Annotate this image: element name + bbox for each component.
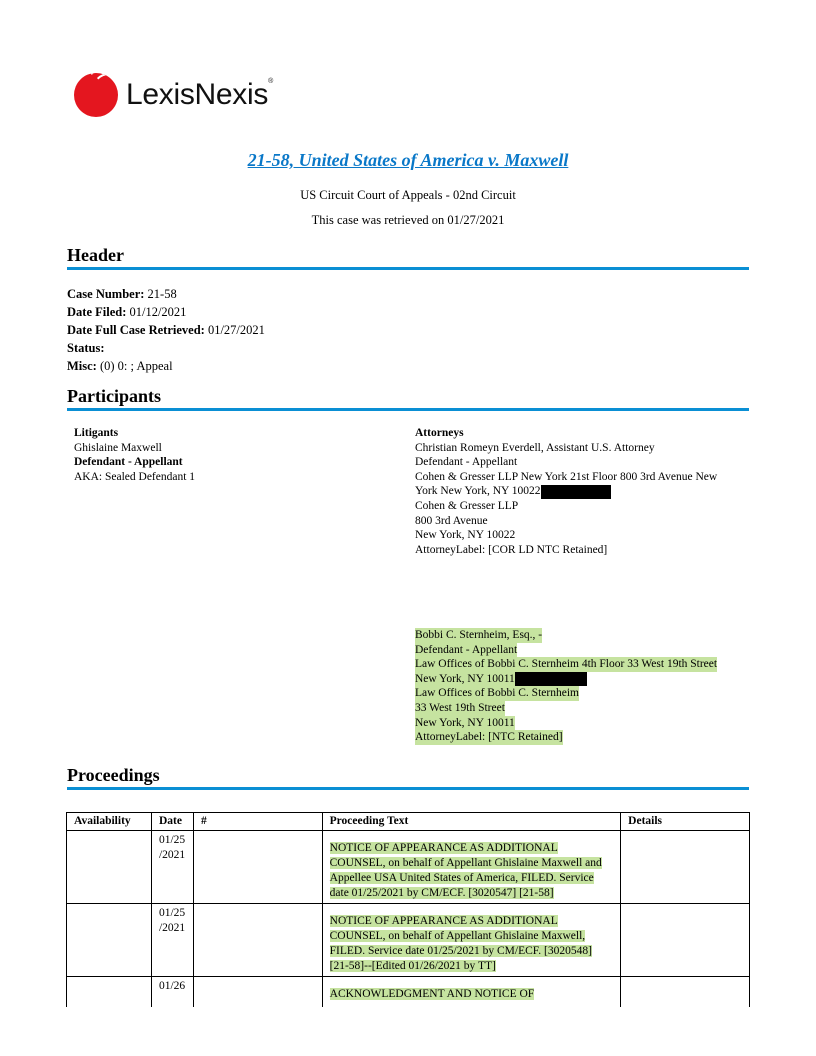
column-header-number: # xyxy=(193,813,322,831)
details-cell xyxy=(621,904,750,977)
section-heading-participants: Participants xyxy=(67,386,161,406)
lexisnexis-logo xyxy=(74,73,273,117)
redaction xyxy=(541,485,611,499)
proceeding-text-cell: ACKNOWLEDGMENT AND NOTICE OF xyxy=(322,977,621,1007)
column-header-proceeding-text: Proceeding Text xyxy=(322,813,621,831)
case-title-link[interactable]: 21-58, United States of America v. Maxwell xyxy=(247,150,569,170)
attorney-name: Christian Romeyn Everdell, Assistant U.S. Attorney xyxy=(415,441,655,454)
litigants-column xyxy=(74,426,195,484)
attorney-city: New York, NY 10022 xyxy=(415,529,516,542)
attorney-address: Cohen & Gresser LLP New York 21st Floor 800 3rd Avenue New xyxy=(415,470,718,483)
logo-text: LexisNexis® xyxy=(126,78,273,111)
column-header-availability: Availability xyxy=(67,813,152,831)
field-case-number: Case Number: 21-58 xyxy=(67,287,177,301)
column-header-details: Details xyxy=(621,813,750,831)
attorney-address-cont: New York, NY 10011 xyxy=(415,672,587,687)
litigant-aka: AKA: Sealed Defendant 1 xyxy=(74,470,196,483)
number-cell xyxy=(193,904,322,977)
retrieved-date: This case was retrieved on 01/27/2021 xyxy=(311,213,505,227)
column-header-date: Date xyxy=(151,813,193,831)
attorney-2 xyxy=(415,628,749,745)
header-fields xyxy=(67,285,265,375)
availability-cell xyxy=(67,831,152,904)
divider xyxy=(67,408,749,411)
number-cell xyxy=(193,977,322,1007)
details-cell xyxy=(621,977,750,1007)
table-row xyxy=(67,977,750,1007)
redaction xyxy=(515,672,587,686)
attorneys-heading: Attorneys xyxy=(415,427,464,439)
field-status: Status: xyxy=(67,341,105,355)
date-cell: 01/25 /2021 xyxy=(151,904,193,977)
section-heading-header: Header xyxy=(67,245,124,265)
court-name: US Circuit Court of Appeals - 02nd Circuit xyxy=(300,188,516,202)
attorney-address-cont: York New York, NY 10022 xyxy=(415,484,745,499)
attorney-name: Bobbi C. Sternheim, Esq., - xyxy=(415,629,543,641)
litigant-role: Defendant - Appellant xyxy=(74,456,183,469)
date-cell: 01/25 /2021 xyxy=(151,831,193,904)
field-misc: Misc: (0) 0: ; Appeal xyxy=(67,359,173,373)
availability-cell xyxy=(67,977,152,1007)
attorney-1 xyxy=(415,426,745,557)
proceeding-text-cell: NOTICE OF APPEARANCE AS ADDITIONAL COUNSEL, on behalf of Appellant Ghislaine Maxwell, FILED. Service date 01/25/2021 by CM/ECF. [3020548] [21-58]--[Edited 01/26/2021 by TT] xyxy=(322,904,621,977)
number-cell xyxy=(193,831,322,904)
divider xyxy=(67,267,749,270)
field-date-filed: Date Filed: 01/12/2021 xyxy=(67,305,187,319)
litigant-name: Ghislaine Maxwell xyxy=(74,441,162,454)
attorney-address: Law Offices of Bobbi C. Sternheim 4th Floor 33 West 19th Street xyxy=(415,658,718,671)
attorney-firm: Law Offices of Bobbi C. Sternheim xyxy=(415,687,579,700)
attorney-street: 800 3rd Avenue xyxy=(415,514,488,527)
table-header-row xyxy=(67,813,750,831)
attorney-label: AttorneyLabel: [COR LD NTC Retained] xyxy=(415,543,608,556)
litigants-heading: Litigants xyxy=(74,427,119,439)
attorney-street: 33 West 19th Street xyxy=(415,701,505,714)
details-cell xyxy=(621,831,750,904)
table-row xyxy=(67,831,750,904)
date-cell: 01/26 xyxy=(151,977,193,1007)
attorney-firm: Cohen & Gresser LLP xyxy=(415,499,519,512)
attorney-label: AttorneyLabel: [NTC Retained] xyxy=(415,731,563,744)
section-heading-proceedings: Proceedings xyxy=(67,765,160,785)
proceedings-table xyxy=(66,812,750,1007)
attorney-city: New York, NY 10011 xyxy=(415,716,515,729)
attorney-role: Defendant - Appellant xyxy=(415,643,518,656)
divider xyxy=(67,787,749,790)
proceeding-text-cell: NOTICE OF APPEARANCE AS ADDITIONAL COUNSEL, on behalf of Appellant Ghislaine Maxwell and Appellee USA United States of America, FILED. Service date 01/25/2021 by CM/ECF. [3020547] [21-58] xyxy=(322,831,621,904)
table-row xyxy=(67,904,750,977)
field-date-retrieved: Date Full Case Retrieved: 01/27/2021 xyxy=(67,323,265,337)
availability-cell xyxy=(67,904,152,977)
attorney-role: Defendant - Appellant xyxy=(415,456,518,469)
lexisnexis-logo-icon xyxy=(74,73,118,117)
